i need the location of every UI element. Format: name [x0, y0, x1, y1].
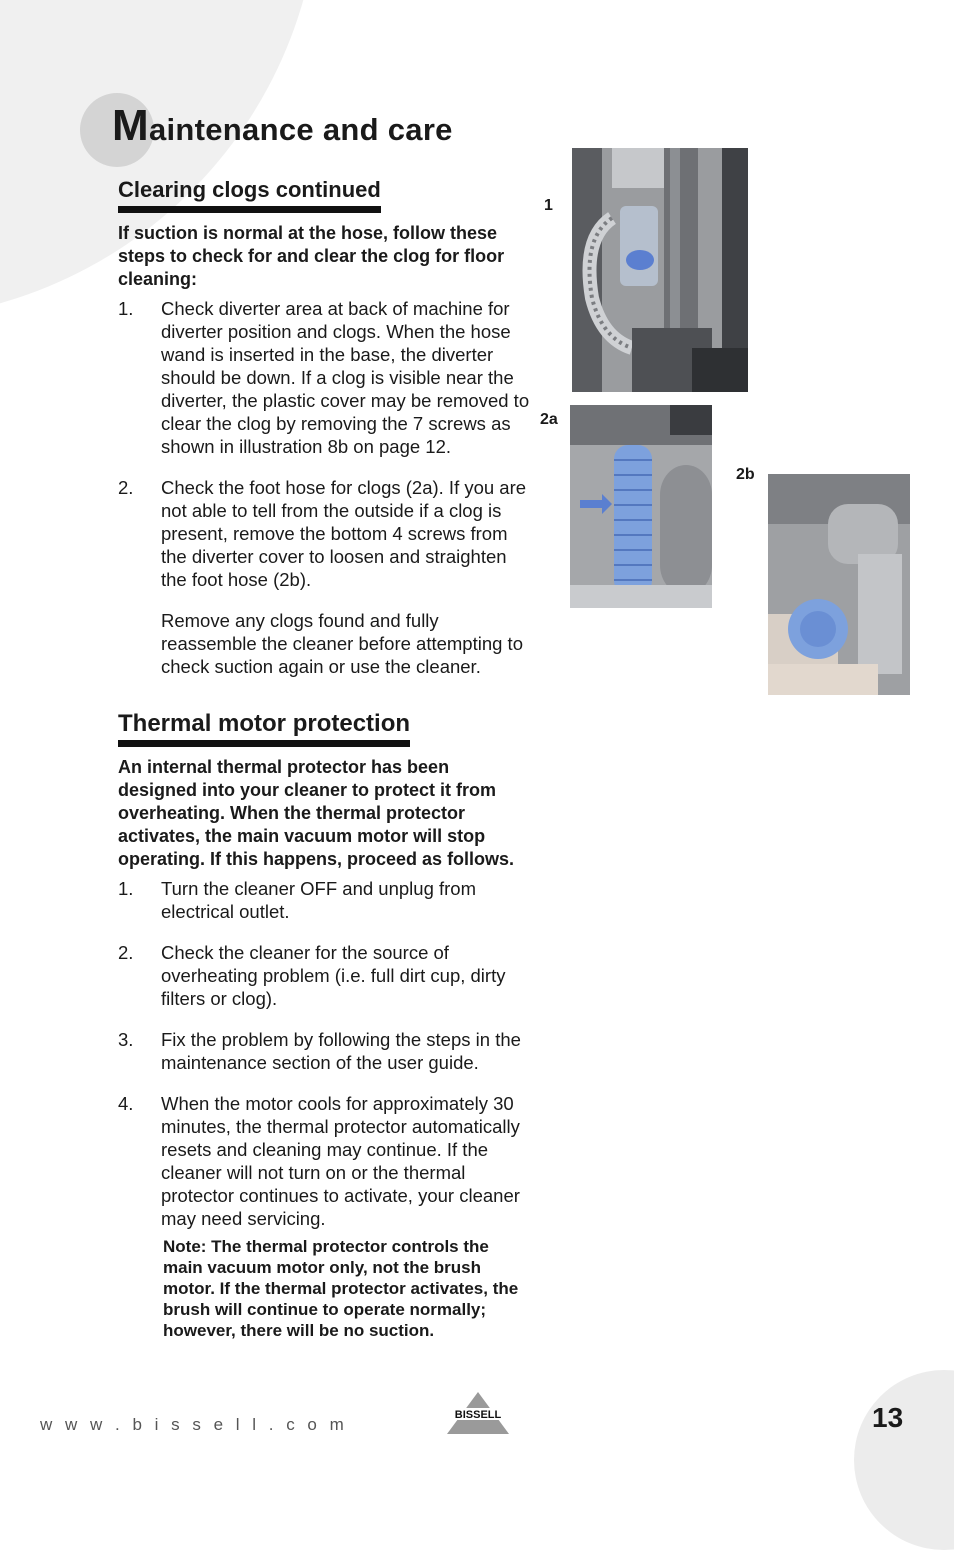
step-text: Fix the problem by following the steps in the maintenance section of the user guide. [161, 1029, 521, 1073]
figure-2a-label: 2a [540, 411, 558, 428]
thermal-heading: Thermal motor protection [118, 710, 410, 747]
figure-2b-photo [768, 474, 910, 695]
page-title [112, 101, 453, 150]
thermal-step-3 [118, 1028, 530, 1074]
step-number: 2. [118, 477, 134, 498]
step-text: Check diverter area at back of machine for diverter position and clogs. When the hose wand is inserted in the base, the diverter should be down. If a clog is visible near the diverter, the plastic cover may be removed to clear the clog by removing the 7 screws as shown in illustration 8b on page 12. [161, 298, 530, 457]
thermal-lead: An internal thermal protector has been designed into your cleaner to protect it from overheating. When the thermal protector activates, the main vacuum motor will stop operating. If this happens, proceed as follows. [118, 757, 515, 869]
title-rest: aintenance and care [148, 112, 453, 147]
vacuum-diverter-illustration [572, 148, 748, 392]
thermal-step-4 [118, 1092, 530, 1230]
step-text: Turn the cleaner OFF and unplug from electrical outlet. [161, 878, 476, 922]
clogs-followup: Remove any clogs found and fully reassemble the cleaner before attempting to check suction again or use the cleaner. [161, 610, 523, 677]
diverter-cover-illustration [768, 474, 910, 695]
logo-text: BISSELL [454, 1409, 502, 1421]
clogs-step-1 [118, 297, 530, 458]
step-text: Check the cleaner for the source of overheating problem (i.e. full dirt cup, dirty filters or clog). [161, 942, 506, 1009]
page-number-circle [854, 1370, 954, 1550]
bissell-logo [447, 1392, 509, 1434]
figure-2a-photo [570, 405, 712, 608]
step-text: Check the foot hose for clogs (2a). If you are not able to tell from the outside if a clog is present, remove the bottom 4 screws from the diverter cover to loosen and straighten the foot hose (2b). [161, 477, 527, 590]
footer-url: w w w . b i s s e l l . c o m [40, 1415, 348, 1434]
step-number: 1. [118, 878, 134, 899]
step-number: 2. [118, 942, 134, 963]
step-text: When the motor cools for approximately 30 minutes, the thermal protector automatically resets and cleaning may continue. If the cleaner will not turn on or the thermal protector continues to activate, your cleaner may need servicing. [161, 1093, 520, 1229]
step-number: 1. [118, 298, 134, 319]
thermal-step-1 [118, 877, 530, 923]
figure-1-label: 1 [544, 197, 553, 214]
title-initial: M [112, 101, 149, 150]
thermal-step-2 [118, 941, 530, 1010]
step-number: 4. [118, 1093, 134, 1114]
page-number: 13 [872, 1402, 904, 1433]
step-number: 3. [118, 1029, 134, 1050]
clogs-heading: Clearing clogs continued [118, 176, 381, 213]
thermal-note: Note: The thermal protector controls the main vacuum motor only, not the brush motor. If the thermal protector activates, the brush will continue to operate normally; however, there will be no suction. [163, 1237, 519, 1340]
clogs-step-2 [118, 476, 530, 591]
clogs-lead: If suction is normal at the hose, follow these steps to check for and clear the clog for floor cleaning: [118, 223, 505, 289]
figure-2b-label: 2b [736, 466, 755, 483]
foot-hose-illustration [570, 405, 712, 608]
figure-1-photo [572, 148, 748, 392]
main-column [118, 176, 530, 1341]
